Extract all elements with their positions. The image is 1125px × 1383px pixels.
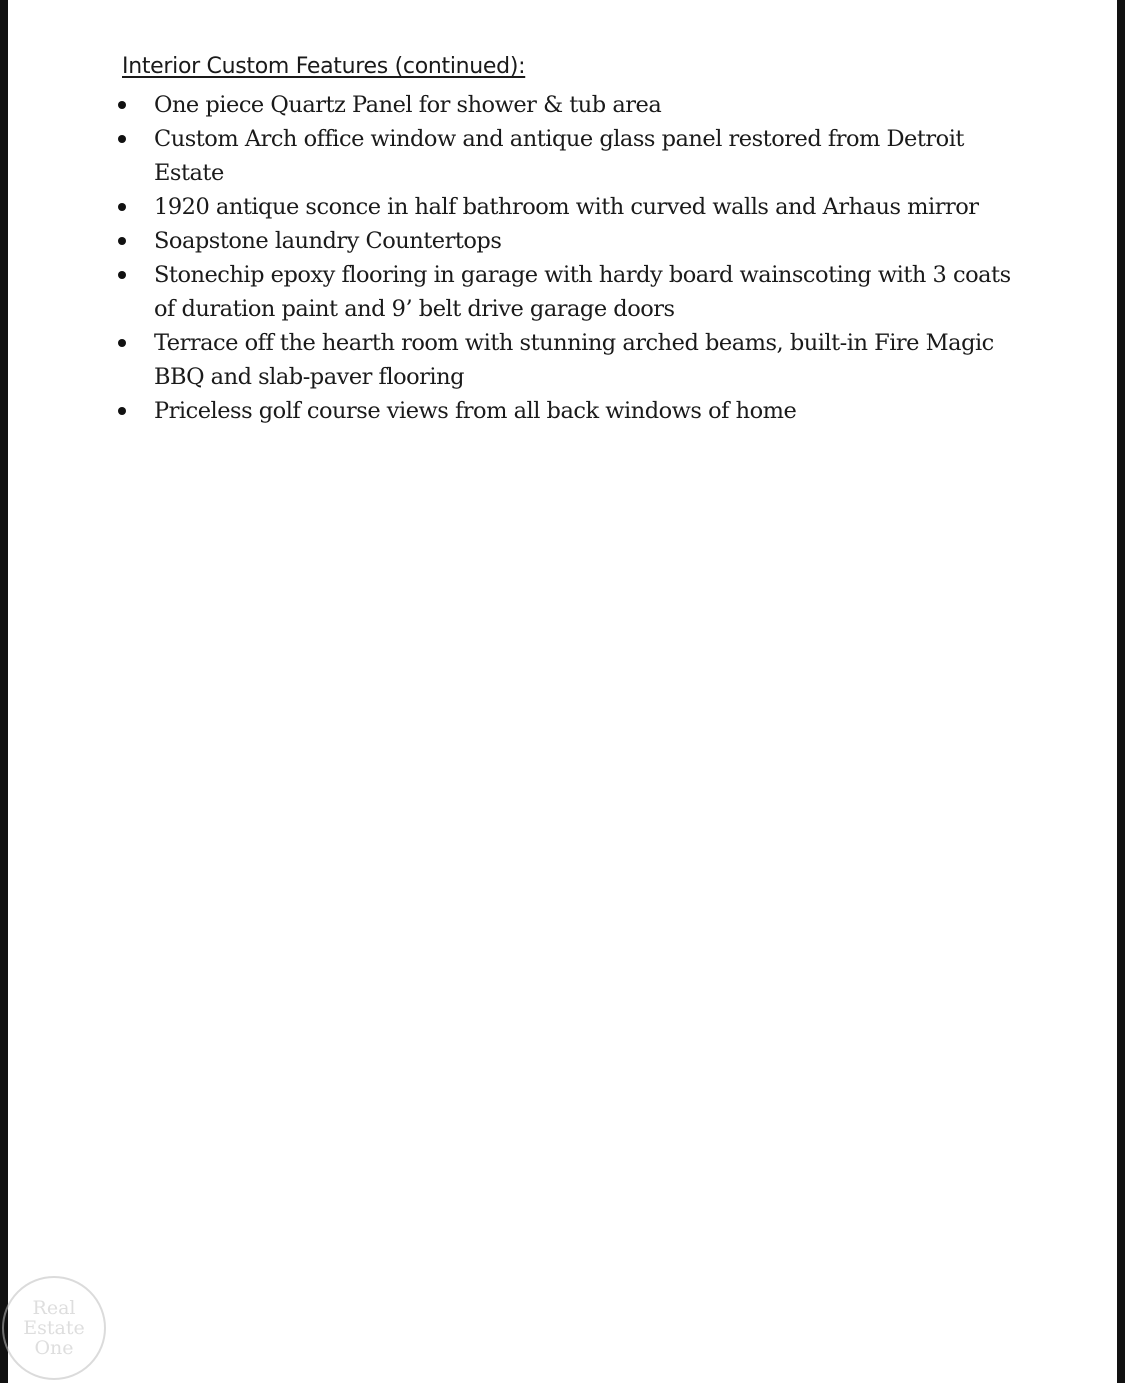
list-item-text: Stonechip epoxy flooring in garage with hardy board wainscoting with 3 coats of duration paint and 9’ belt drive garage doors [154, 262, 1011, 322]
list-item [114, 258, 1024, 326]
bullet-icon [118, 135, 126, 143]
right-border [1117, 0, 1125, 1383]
list-item-text: Custom Arch office window and antique glass panel restored from Detroit Estate [154, 126, 964, 186]
feature-list [114, 88, 1024, 428]
bullet-icon [118, 407, 126, 415]
bullet-icon [118, 339, 126, 347]
list-item-text: One piece Quartz Panel for shower & tub area [154, 92, 662, 118]
watermark-line: Estate [23, 1317, 85, 1339]
watermark-logo [2, 1276, 106, 1380]
bullet-icon [118, 237, 126, 245]
list-item-text: Priceless golf course views from all back windows of home [154, 398, 797, 424]
list-item-text: 1920 antique sconce in half bathroom with curved walls and Arhaus mirror [154, 194, 979, 220]
list-item [114, 224, 1024, 258]
left-border [0, 0, 8, 1383]
list-item-text: Soapstone laundry Countertops [154, 228, 502, 254]
list-item [114, 122, 1024, 190]
list-item [114, 190, 1024, 224]
list-item [114, 394, 1024, 428]
list-item [114, 88, 1024, 122]
bullet-icon [118, 271, 126, 279]
bullet-icon [118, 101, 126, 109]
list-item [114, 326, 1024, 394]
watermark-line: Real [32, 1297, 76, 1319]
list-item-text: Terrace off the hearth room with stunning arched beams, built-in Fire Magic BBQ and slab-paver flooring [154, 330, 994, 390]
section-heading: Interior Custom Features (continued): [122, 54, 526, 79]
document-page [8, 0, 1117, 1383]
bullet-icon [118, 203, 126, 211]
watermark-line: One [34, 1337, 74, 1359]
